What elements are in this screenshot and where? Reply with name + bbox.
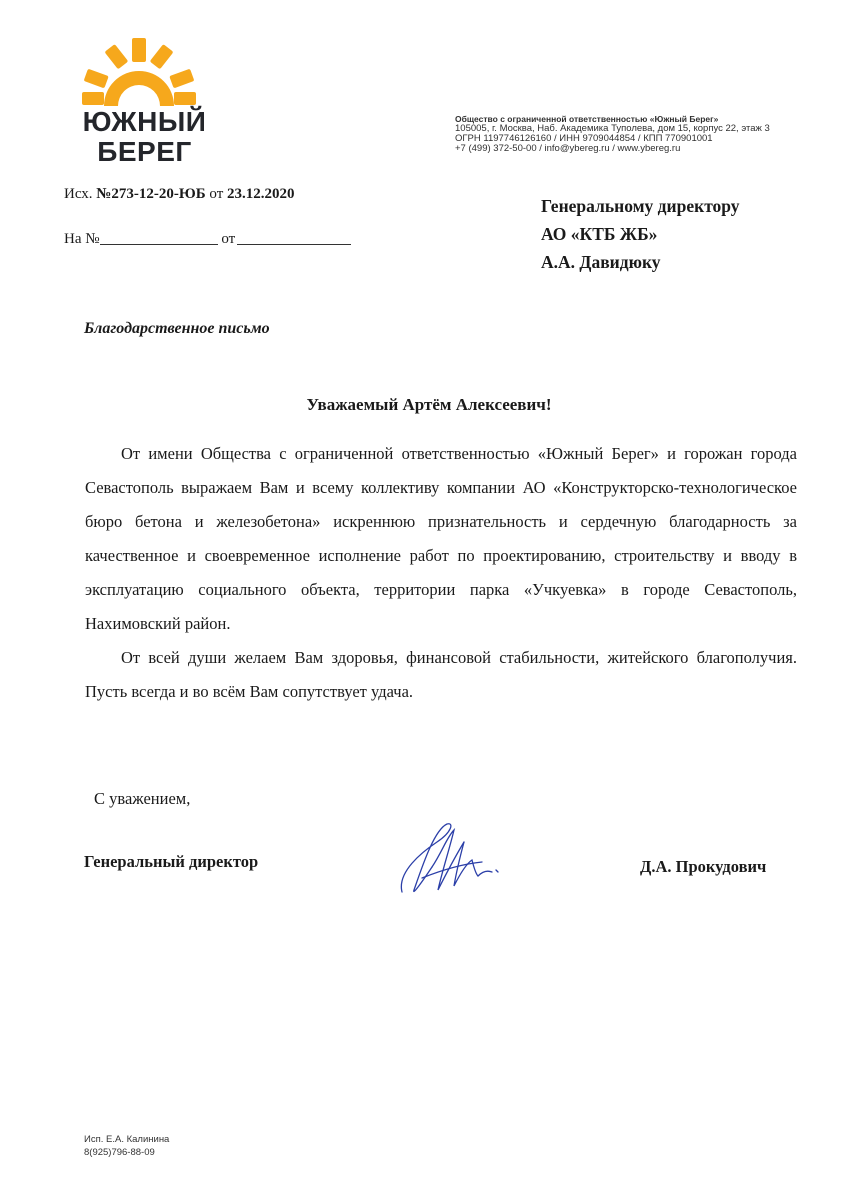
executor-name: Исп. Е.А. Калинина: [84, 1134, 170, 1145]
company-logo: [72, 36, 222, 166]
incoming-reference: [64, 230, 351, 248]
addressee-name: А.А. Давидюку: [541, 252, 661, 272]
company-contacts: +7 (499) 372-50-00 / info@ybereg.ru / www.ybereg.ru: [455, 143, 681, 154]
incoming-middle: от: [221, 231, 236, 247]
addressee-block: [541, 192, 740, 276]
outgoing-number: №273-12-20-ЮБ: [96, 186, 206, 202]
salutation: Уважаемый Артём Алексеевич!: [306, 395, 552, 414]
signer-name: Д.А. Прокудович: [640, 857, 767, 876]
company-registration: ОГРН 1197746126160 / ИНН 9709044854 / КПП 770901001: [455, 133, 713, 144]
incoming-prefix: На №: [64, 231, 100, 247]
sun-gear-icon: [80, 36, 198, 108]
logo-wordmark-line1: ЮЖНЫЙ: [82, 106, 207, 137]
outgoing-prefix: Исх.: [64, 186, 97, 202]
body-paragraph-1: От имени Общества с ограниченной ответственностью «Южный Берег» и горожан города Севастополь выражаем Вам и всему коллективу компании АО «Конструкторско-технологическое бюро бетона и железобетона» искреннюю признательность и сердечную благодарность за качественное и своевременное исполнение работ по проектированию, строительству и вводу в эксплуатацию социального объекта, территории парка «Учкуевка» в городе Севастополь, Нахимовский район.: [85, 444, 797, 633]
executor-info: [84, 1133, 169, 1159]
incoming-date-blank: [237, 230, 351, 245]
body-paragraph-2: От всей души желаем Вам здоровья, финансовой стабильности, житейского благополучия. Пусть всегда и во всём Вам сопутствует удача.: [85, 648, 797, 701]
closing-regards: С уважением,: [94, 789, 191, 808]
outgoing-middle: от: [205, 186, 228, 202]
company-requisites: [455, 114, 785, 154]
letter-body: [85, 437, 797, 709]
handwritten-signature: [392, 812, 512, 902]
addressee-position: Генеральному директору: [541, 196, 740, 216]
incoming-number-blank: [100, 230, 218, 245]
outgoing-date: 23.12.2020: [227, 186, 295, 202]
logo-wordmark-line2: БЕРЕГ: [97, 136, 192, 167]
letter-subject: Благодарственное письмо: [84, 320, 270, 337]
executor-phone: 8(925)796-88-09: [84, 1147, 155, 1158]
company-address: 105005, г. Москва, Наб. Академика Туполева, дом 15, корпус 22, этаж 3: [455, 123, 770, 134]
company-name: Общество с ограниченной ответственностью «Южный Берег»: [455, 114, 719, 124]
outgoing-reference: [64, 186, 295, 203]
addressee-company: АО «КТБ ЖБ»: [541, 224, 658, 244]
signer-position: Генеральный директор: [84, 852, 259, 871]
